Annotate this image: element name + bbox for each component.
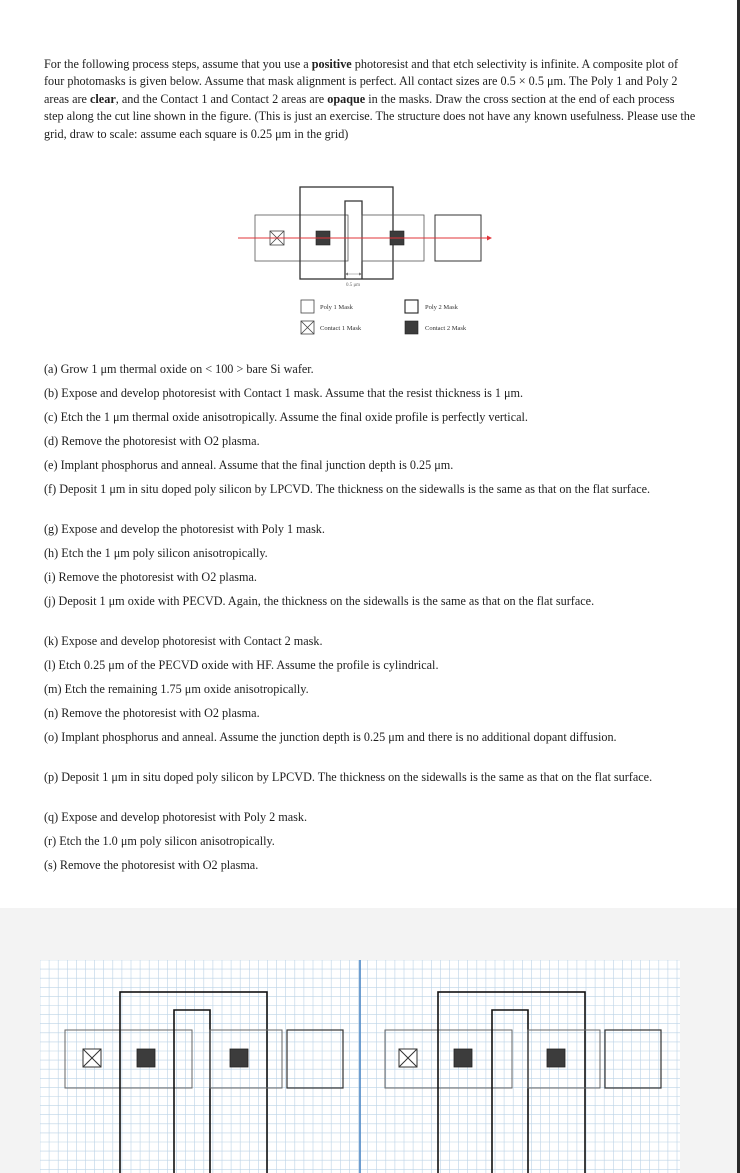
cut-line-arrow-icon xyxy=(487,236,492,241)
legend-poly2-swatch xyxy=(405,300,418,313)
intro-text-1: For the following process steps, assume that you use a xyxy=(44,57,312,71)
process-step-a: (a) Grow 1 μm thermal oxide on < 100 > bare Si wafer. xyxy=(44,362,314,376)
process-step-d: (d) Remove the photoresist with O2 plasma. xyxy=(44,434,260,448)
legend-contact2-label: Contact 2 Mask xyxy=(425,325,467,332)
process-step-g: (g) Expose and develop the photoresist with Poly 1 mask. xyxy=(44,522,325,536)
process-step-l: (l) Etch 0.25 μm of the PECVD oxide with HF. Assume the profile is cylindrical. xyxy=(44,658,439,672)
legend-poly1-label: Poly 1 Mask xyxy=(320,304,353,311)
process-step-m: (m) Etch the remaining 1.75 μm oxide anisotropically. xyxy=(44,682,309,696)
process-step-q: (q) Expose and develop photoresist with Poly 2 mask. xyxy=(44,810,308,824)
process-step-c: (c) Etch the 1 μm thermal oxide anisotropically. Assume the final oxide profile is perfectly vertical. xyxy=(44,410,528,424)
process-step-s: (s) Remove the photoresist with O2 plasma. xyxy=(44,858,259,872)
intro-text-4: in the masks. Draw the cross section at the end of each process step along the cut line shown in the figure. (This is just an exercise. The structure does not have any known usefulness. Please use the grid, draw to scale: assume each square is 0.25 μm in the grid) xyxy=(44,91,696,141)
legend-poly2-label: Poly 2 Mask xyxy=(425,304,458,311)
grid-right-contact2-b xyxy=(547,1049,565,1067)
legend-contact1-label: Contact 1 Mask xyxy=(320,325,362,332)
grid-left-contact1 xyxy=(83,1049,101,1067)
process-step-r: (r) Etch the 1.0 μm poly silicon anisotropically. xyxy=(44,834,275,848)
process-step-b: (b) Expose and develop photoresist with Contact 1 mask. Assume that the resist thickness is 1 μm. xyxy=(44,386,524,400)
grid-left-contact2-a xyxy=(137,1049,155,1067)
process-step-n: (n) Remove the photoresist with O2 plasma. xyxy=(44,706,260,720)
intro-bold-clear: clear xyxy=(90,91,116,106)
process-step-h: (h) Etch the 1 μm poly silicon anisotropically. xyxy=(44,546,268,560)
intro-bold-opaque: opaque xyxy=(327,91,366,106)
process-step-i: (i) Remove the photoresist with O2 plasma. xyxy=(44,570,257,584)
grid-right-contact2-a xyxy=(454,1049,472,1067)
intro-text-3: , and the Contact 1 and Contact 2 areas are xyxy=(115,91,328,106)
legend-contact1-swatch xyxy=(301,321,314,334)
photomask-composite-figure xyxy=(238,180,508,340)
scale-label: 0.5 μm xyxy=(346,283,361,288)
intro-paragraph xyxy=(44,56,696,143)
intro-text-2: photoresist and that etch selectivity is infinite. A composite plot of four photomasks is given below. Assume that mask alignment is perfect. All contact sizes are 0.5 × 0.5 μm. The Poly 1 and Poly 2 areas are xyxy=(44,57,679,106)
legend-poly1-swatch xyxy=(301,300,314,313)
process-step-k: (k) Expose and develop photoresist with Contact 2 mask. xyxy=(44,634,323,648)
process-step-j: (j) Deposit 1 μm oxide with PECVD. Again, the thickness on the sidewalls is the same as that on the flat surface. xyxy=(44,594,595,608)
legend-contact2-swatch xyxy=(405,321,418,334)
process-step-e: (e) Implant phosphorus and anneal. Assume that the final junction depth is 0.25 μm. xyxy=(44,458,454,472)
grid-right-contact1 xyxy=(399,1049,417,1067)
poly2-mask-notch xyxy=(345,201,362,279)
process-step-p: (p) Deposit 1 μm in situ doped poly silicon by LPCVD. The thickness on the sidewalls is the same as that on the flat surface. xyxy=(44,770,653,784)
intro-bold-positive: positive xyxy=(311,57,352,71)
cross-section-grid xyxy=(40,960,680,1173)
process-step-f: (f) Deposit 1 μm in situ doped poly silicon by LPCVD. The thickness on the sidewalls is the same as that on the flat surface. xyxy=(44,482,651,496)
process-step-o: (o) Implant phosphorus and anneal. Assume the junction depth is 0.25 μm and there is no additional dopant diffusion. xyxy=(44,730,617,744)
grid-left-contact2-b xyxy=(230,1049,248,1067)
scale-bar xyxy=(345,273,362,289)
